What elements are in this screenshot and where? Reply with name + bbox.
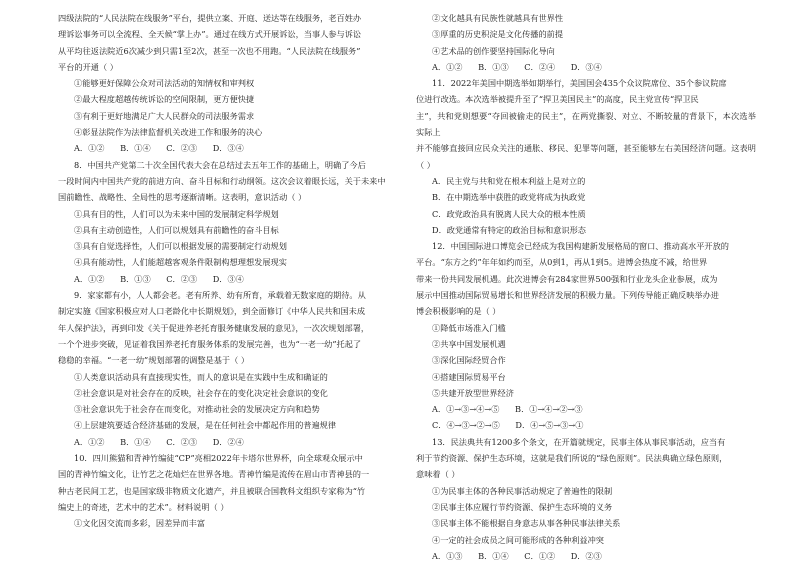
q12-option: ②共享中国发展机遇 (432, 338, 506, 349)
q9-line: 年人保护法》，再到印发《关于促进养老托育服务健康发展的意见》，一次次规划部署， (58, 322, 370, 333)
q9-option: ③社会意识先于社会存在而变化，对推动社会的发展决定方向和趋势 (74, 404, 320, 415)
q7-line: 平台的开通（ ） (58, 61, 118, 72)
q9-line: 制定实施《国家积极应对人口老龄化中长期规划》，到全面修订《中华人民共和国未成 (58, 306, 366, 317)
q10-choices: A．①② B．①③ C．②④ D．③④ (432, 61, 602, 72)
q7-choices: A．①② B．①④ C．②③ D．③④ (74, 143, 244, 154)
right-column (416, 10, 756, 564)
q12-option: ⑤共建开放型世界经济 (432, 387, 514, 398)
q11-option: A．民主党与共和党在根本利益上是对立的 (432, 175, 586, 186)
q13-line: 13．民法典共有1200多个条文，在开篇就规定，民事主体从事民事活动，应当有 (432, 436, 726, 447)
q8-line: 一段时间内中国共产党的前进方向、奋斗目标和行动纲领。这次会议着眼长远，关于未来中 (58, 175, 386, 186)
q13-option: ①为民事主体的各种民事活动规定了普遍性的限制 (432, 485, 613, 496)
q13-option: ③民事主体不能根据自身意志从事各种民事法律关系 (432, 518, 621, 529)
q10-line: 国的青神竹编文化，让竹艺之花灿烂在世界各地。青神竹编是流传在眉山市青神县的一 (58, 469, 370, 480)
q8-choices: A．①② B．①③ C．②③ D．③④ (74, 273, 244, 284)
q11-line: 并不能够直接回应民众关注的通胀、移民、犯罪等问题，甚至能够左右美国经济问题。这表明（ ） (416, 143, 756, 170)
q11-option: B．在中期选举中获胜的政党将成为执政党 (432, 192, 586, 203)
q7-option: ③有利于更好地满足广大人民群众的司法服务需求 (74, 110, 255, 121)
q7-line: 从平均往返法院近6次减少到只需1至2次，甚至一次也不用跑。“人民法院在线服务” (58, 45, 361, 56)
q11-line: 11．2022年美国中期选举如期举行，美国国会435个众议院席位、35个参议院席 (432, 78, 727, 89)
q8-option: ③具有自觉选择性，人们可以根据发展的需要制定行动规划 (74, 241, 287, 252)
q9-option: ②社会意识是对社会存在的反映，社会存在的变化决定社会意识的变化 (74, 387, 328, 398)
q12-option: ①降低市场准入门槛 (432, 322, 506, 333)
left-column (58, 10, 398, 532)
q13-choices: A．①③ B．①④ C．①② D．②③ (432, 550, 602, 561)
q12-choices: A．①→③→④→⑤ B．①→④→②→③ (432, 404, 583, 415)
q10-line: 编史上的奇迹，艺术中的艺术”。材料说明（ ） (58, 501, 229, 512)
q8-option: ①具有目的性，人们可以为未来中国的发展制定科学规划 (74, 208, 279, 219)
q8-option: ②具有主动创造性，人们可以规划具有前瞻性的奋斗目标 (74, 224, 279, 235)
q11-option: D．政党通常有特定的政治目标和意识形态 (432, 224, 586, 235)
q13-option: ②民事主体应履行节约资源、保护生态环境的义务 (432, 501, 613, 512)
q7-line: 四级法院的“人民法院在线服务”平台，提供立案、开庭、送达等在线服务，老百姓办 (58, 13, 362, 23)
q10-option: ②文化越具有民族性就越具有世界性 (432, 13, 564, 23)
q13-option: ④一定的社会成员之间可能形成的各种利益冲突 (432, 534, 604, 545)
q13-line: 利于节约资源、保护生态环境，这就是我们所说的“绿色原则”。民法典确立绿色原则， (416, 453, 728, 464)
q9-line: 9．家家都有小，人人都会老。老有所养、幼有所育，承载着无数家庭的期待。从 (74, 290, 366, 301)
q8-line: 8．中国共产党第二十次全国代表大会在总结过去五年工作的基础上，明确了今后 (74, 159, 366, 170)
q7-option: ②最大程度超越传统诉讼的空间限制，更方便快捷 (74, 94, 255, 105)
q12-line: 带来一份共同发展机遇。此次进博会有284家世界500强和行业龙头企业参展，成为 (416, 273, 718, 284)
q9-line: 一个个进步突破，见证着我国养老托育服务体系的发展完善，也为“一老一幼”托起了 (58, 338, 362, 349)
q9-option: ④上层建筑要适合经济基础的发展，是在任何社会中都起作用的普遍规律 (74, 420, 337, 431)
q11-line: 主”，共和党则想要“夺回被偷走的民主”，在两党撕裂、对立、不断较量的背景下，本次选举实际上 (416, 110, 756, 138)
q12-option: ④搭建国际贸易平台 (432, 371, 506, 382)
q10-option: ③厚重的历史积淀是文化传播的前提 (432, 29, 564, 40)
q13-line: 意味着（ ） (416, 469, 460, 480)
q9-line: 稳稳的幸福。“一老一幼”规划部署的调整是基于（ ） (58, 355, 250, 366)
q8-option: ④具有能动性，人们能超越客观条件限制构想理想发展现实 (74, 257, 287, 268)
q8-line: 国前瞻性、战略性、全局性的思考逐渐清晰。这表明，意识活动（ ） (58, 192, 307, 203)
q7-line: 理诉讼事务可以全流程、全天候“掌上办”。通过在线方式开展诉讼，当事人参与诉讼 (58, 29, 362, 40)
q12-option: ③深化国际经贸合作 (432, 355, 506, 366)
q12-line: 12．中国国际进口博览会已经成为我国构建新发展格局的窗口、推动高水平开放的 (432, 241, 729, 252)
q7-option: ④彰显法院作为法律监督机关改进工作和服务的决心 (74, 127, 263, 138)
q9-option: ①人类意识活动具有直接现实性，而人的意识是在实践中生成和确证的 (74, 371, 328, 382)
q12-line: 平台。“东方之约”年年如约而至，从0到1，再从1到5。进博会热度不减，给世界 (416, 257, 708, 268)
q12-line: 展示中国推动国际贸易增长和世界经济发展的积极力量。下列传导能正确反映举办进 (416, 290, 719, 301)
q10-option: ④艺术品的创作要坚持国际化导向 (432, 45, 555, 56)
q9-choices: A．①② B．①④ C．②③ D．②④ (74, 436, 244, 447)
q7-option: ①能够更好保障公众对司法活动的知情权和审判权 (74, 78, 255, 89)
q11-line: 位进行改选。本次选举被提升至了“捍卫美国民主”的高度，民主党宣传“捍卫民 (416, 94, 699, 105)
q12-line: 博会积极影响的是（ ） (416, 306, 501, 317)
q10-line: 10．四川熊猫和青神竹编徒“CP”亮相2022年卡塔尔世界杯，向全球观众展示中 (74, 453, 363, 464)
q12-choices: C．④→③→②→⑤ D．④→⑤→③→① (432, 420, 584, 431)
q10-line: 种古老民间工艺，也是国家级非物质文化遗产，并且被联合国教科文组织专家称为“竹 (58, 485, 366, 496)
q11-option: C．政党政治具有脱离人民大众的根本性质 (432, 208, 586, 219)
q10-option: ①文化因交流而多彩，因差异而丰富 (74, 518, 206, 529)
